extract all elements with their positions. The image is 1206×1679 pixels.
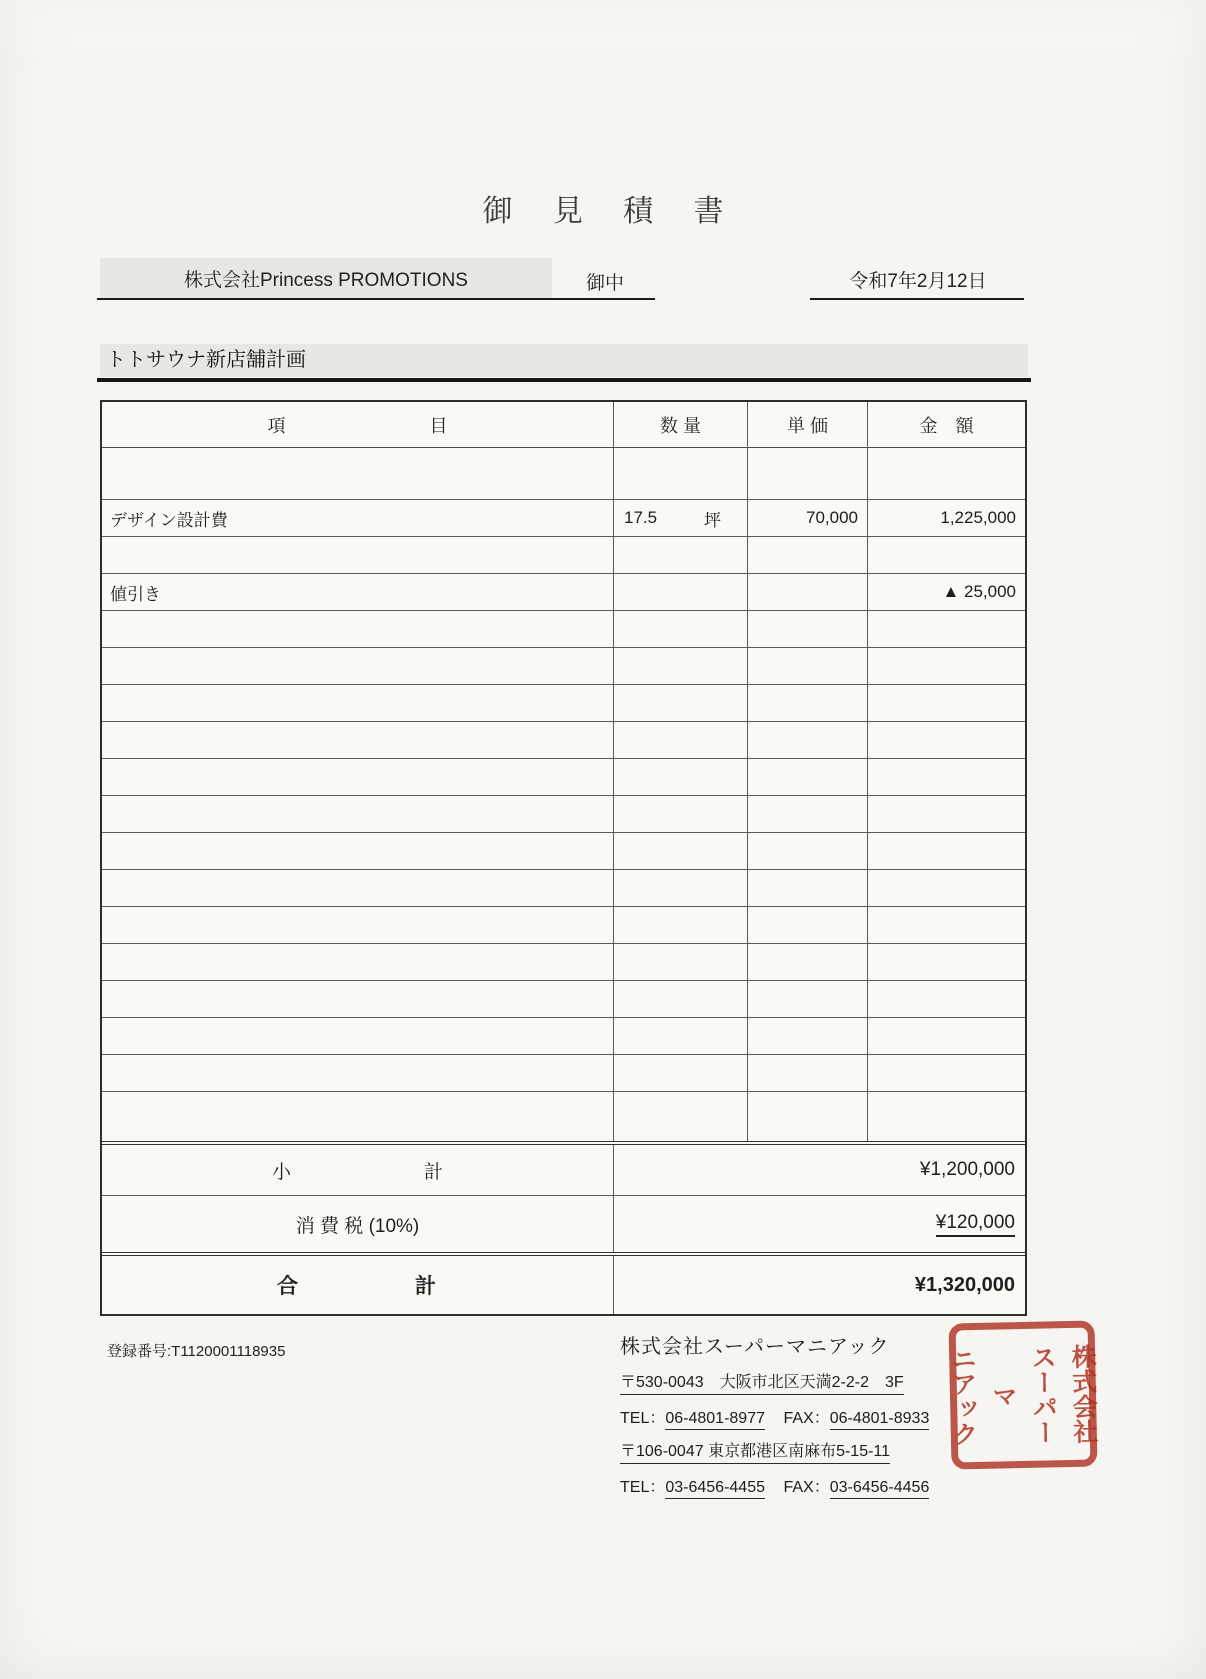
item-cell (102, 870, 614, 907)
issue-date: 令和7年2月12日 (849, 271, 987, 292)
qty-cell (614, 796, 748, 833)
amount-cell (868, 648, 1025, 685)
seller-address-tokyo: 〒106-0047 東京都港区南麻布5-15-11 (620, 1438, 890, 1464)
amount-cell (868, 1092, 1025, 1141)
total-label: 合 計 (102, 1256, 614, 1314)
item-cell (102, 907, 614, 944)
qty-cell (614, 537, 748, 574)
unit-price-cell (748, 833, 868, 870)
unit-price-cell (748, 870, 868, 907)
unit-price-cell (748, 796, 868, 833)
qty-cell (614, 500, 748, 537)
item-cell (102, 759, 614, 796)
qty-cell (614, 648, 748, 685)
item-cell (102, 1055, 614, 1092)
registration-number: 登録番号:T1120001118935 (107, 1343, 286, 1360)
seller-tel-fax-osaka (620, 1405, 929, 1428)
table-row (102, 870, 1025, 907)
recipient-name: 株式会社Princess PROMOTIONS (184, 269, 468, 291)
qty-cell (614, 870, 748, 907)
page-title: 御 見 積 書 (482, 195, 740, 228)
fax-number-tokyo: 03-6456-4456 (830, 1479, 930, 1499)
amount-cell (868, 981, 1025, 1018)
header-item: 項 目 (102, 402, 614, 448)
fax-label: FAX： (783, 1479, 830, 1496)
table-row (102, 448, 1025, 500)
tax-row (102, 1195, 1025, 1252)
table-row (102, 648, 1025, 685)
amount-cell (868, 833, 1025, 870)
amount-cell (868, 685, 1025, 722)
item-cell (102, 448, 614, 500)
seller-tel-fax-tokyo (620, 1474, 929, 1497)
date-underline (810, 298, 1024, 300)
tel-number-osaka: 06-4801-8977 (665, 1410, 765, 1430)
table-row (102, 796, 1025, 833)
item-cell (102, 796, 614, 833)
table-row (102, 537, 1025, 574)
item-cell (102, 537, 614, 574)
item-cell (102, 1018, 614, 1055)
qty-cell (614, 833, 748, 870)
subtotal-row (102, 1141, 1025, 1195)
unit-price-cell (748, 944, 868, 981)
table-row (102, 833, 1025, 870)
subject-text: トトサウナ新店舗計画 (106, 349, 306, 371)
header-qty: 数 量 (614, 402, 748, 448)
qty-value: 17.5 (624, 508, 658, 527)
amount-cell (868, 537, 1025, 574)
table-row (102, 722, 1025, 759)
seller-address-osaka: 〒530-0043 大阪市北区天満2-2-2 3F (620, 1369, 904, 1395)
table-row (102, 944, 1025, 981)
subject-bar (100, 344, 1028, 377)
table-row (102, 759, 1025, 796)
qty-cell (614, 759, 748, 796)
item-cell (102, 611, 614, 648)
seller-company-name: 株式会社スーパーマニアック (620, 1336, 890, 1358)
amount-cell (868, 870, 1025, 907)
fax-label: FAX： (783, 1410, 830, 1427)
unit-price-cell (748, 981, 868, 1018)
tel-number-tokyo: 03-6456-4455 (665, 1479, 765, 1499)
qty-cell (614, 685, 748, 722)
table-row (102, 1018, 1025, 1055)
seller-block (620, 1330, 929, 1507)
item-cell: デザイン設計費 (102, 500, 614, 537)
qty-cell (614, 448, 748, 500)
unit-price-cell (748, 1092, 868, 1141)
qty-cell (614, 574, 748, 611)
unit-price-cell (748, 648, 868, 685)
amount-cell (868, 448, 1025, 500)
unit-price-cell (748, 448, 868, 500)
qty-cell (614, 981, 748, 1018)
item-cell (102, 648, 614, 685)
subtotal-label: 小 計 (102, 1145, 614, 1195)
unit-price-cell (748, 759, 868, 796)
item-cell (102, 944, 614, 981)
unit-price-cell (748, 685, 868, 722)
item-cell (102, 685, 614, 722)
amount-cell (868, 907, 1025, 944)
item-cell: 値引き (102, 574, 614, 611)
unit-price-cell (748, 574, 868, 611)
tel-label: TEL： (620, 1410, 666, 1427)
total-row (102, 1252, 1025, 1314)
recipient-name-box (100, 258, 552, 298)
recipient-honorific: 御中 (586, 273, 625, 294)
total-value: ¥1,320,000 (914, 1273, 1015, 1296)
qty-cell (614, 611, 748, 648)
item-cell (102, 722, 614, 759)
fax-number-osaka: 06-4801-8933 (830, 1410, 930, 1430)
table-row (102, 1055, 1025, 1092)
unit-price-cell (748, 907, 868, 944)
unit-price-cell (748, 611, 868, 648)
item-cell (102, 833, 614, 870)
tax-amount: ¥120,000 (936, 1212, 1015, 1237)
amount-cell: ▲ 25,000 (868, 574, 1025, 611)
unit-price-cell (748, 1018, 868, 1055)
amount-cell (868, 796, 1025, 833)
qty-cell (614, 1092, 748, 1141)
tax-label: 消 費 税 (10%) (102, 1196, 614, 1252)
unit-price-cell (748, 537, 868, 574)
amount-cell (868, 759, 1025, 796)
unit-price-cell (748, 722, 868, 759)
qty-cell (614, 944, 748, 981)
amount-cell (868, 1055, 1025, 1092)
table-header-row (102, 402, 1025, 448)
subtotal-value: ¥1,200,000 (919, 1159, 1015, 1180)
item-cell (102, 1092, 614, 1141)
qty-unit: 坪 (704, 510, 721, 530)
company-seal-stamp (948, 1320, 1097, 1469)
amount-cell (868, 1018, 1025, 1055)
estimate-table (100, 400, 1027, 1316)
unit-price-cell (748, 1055, 868, 1092)
table-row (102, 685, 1025, 722)
qty-cell (614, 1018, 748, 1055)
table-row (102, 574, 1025, 611)
qty-cell (614, 722, 748, 759)
amount-cell (868, 611, 1025, 648)
recipient-underline (97, 298, 655, 300)
company-seal-text: 株式会社 スーパーマ ニアック (947, 1343, 1099, 1447)
table-row (102, 500, 1025, 537)
table-row (102, 611, 1025, 648)
subject-rule (97, 378, 1031, 382)
unit-price-cell: 70,000 (748, 500, 868, 537)
tel-label: TEL： (620, 1479, 666, 1496)
table-row (102, 907, 1025, 944)
qty-cell (614, 1055, 748, 1092)
table-row (102, 1092, 1025, 1141)
amount-cell (868, 722, 1025, 759)
header-amount: 金 額 (868, 402, 1025, 448)
qty-cell (614, 907, 748, 944)
tax-value (614, 1196, 1025, 1252)
table-row (102, 981, 1025, 1018)
amount-cell: 1,225,000 (868, 500, 1025, 537)
header-unit-price: 単 価 (748, 402, 868, 448)
amount-cell (868, 944, 1025, 981)
table-body (102, 448, 1025, 1141)
item-cell (102, 981, 614, 1018)
